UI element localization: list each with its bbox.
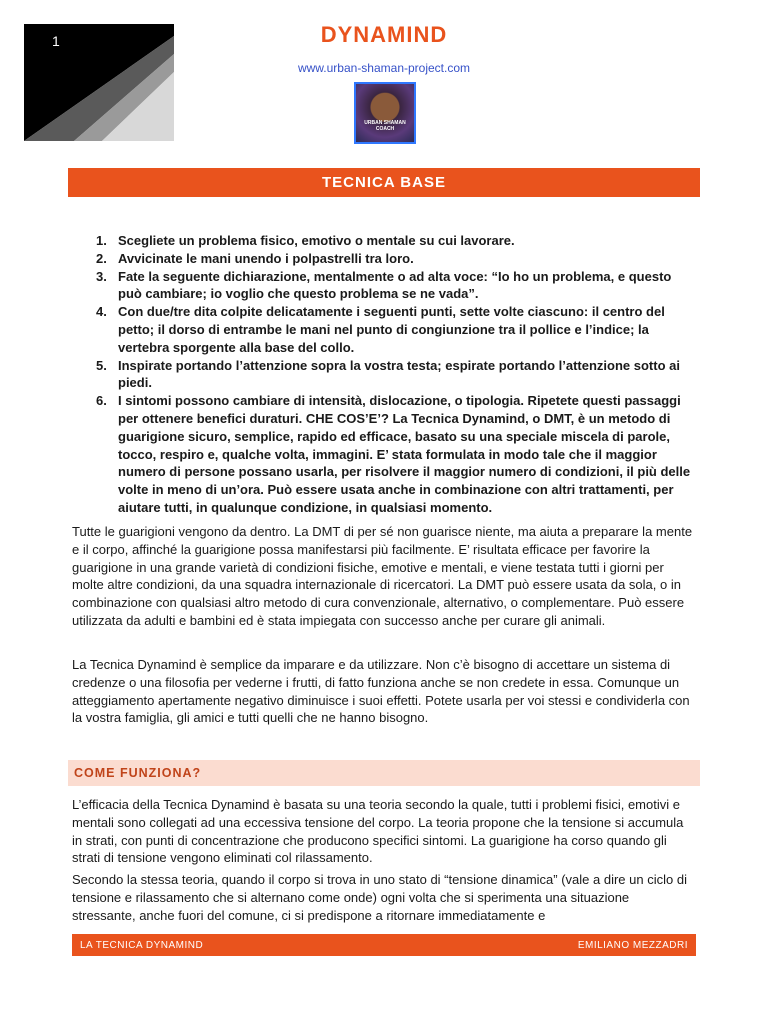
list-item: [74, 232, 694, 250]
step-text: Fate la seguente dichiarazione, mentalmente o ad alta voce: “Io ho un problema, e questo può cambiare; io voglio che questo problema se ne vada”.: [118, 268, 672, 302]
step-text: I sintomi possono cambiare di intensità, dislocazione, o tipologia. Ripetete questi passaggi per ottenere benefici duraturi. CHE COS’E’? La Tecnica Dynamind, o DMT, è un metodo di guarigione sicuro, semplice, rapido ed efficace, basato su una speciale miscela di parole, tocco, respiro e, qualche volta, immagini. E’ stata formulata in modo tale che il maggior numero di persone possano usarla, per risolvere il maggior numero di condizioni, il più delle volte in meno di un’ora. Può essere usata anche in combinazione con altri trattamenti, per aiutare tutti, in qualunque condizione, in qualsiasi momento.: [118, 393, 691, 515]
step-number: 5.: [96, 357, 107, 373]
step-text: Scegliete un problema fisico, emotivo o mentale su cui lavorare.: [118, 233, 515, 248]
step-number: 1.: [96, 233, 107, 248]
footer-bar: [72, 934, 696, 956]
website-link[interactable]: www.urban-shaman-project.com: [297, 61, 471, 75]
page-number: 1: [52, 33, 60, 49]
list-item: [74, 303, 694, 356]
list-item: [74, 357, 694, 393]
body-paragraph: Secondo la stessa teoria, quando il corpo si trova in uno stato di “tensione dinamica” (vale a dire un ciclo di tensione e rilassamento che si alternano come onde) ogni volta che si sperimenta una situazione stressante, anche fuori del comune, ci si predispone a ritornare immediatamente e: [72, 872, 687, 923]
body-paragraph: L’efficacia della Tecnica Dynamind è basata su una teoria secondo la quale, tutti i problemi fisici, emotivi e mentali sono collegati ad una eccessiva tensione del corpo. La teoria propone che la tensione si accumula in strati, con punti di concentrazione che producono specifici sintomi. La guarigione ha corso quando gli strati di tensione vengono eliminati col rilassamento.: [72, 797, 684, 866]
footer-title: LA TECNICA DYNAMIND: [80, 939, 204, 951]
body-paragraph: Tutte le guarigioni vengono da dentro. La DMT di per sé non guarisce niente, ma aiuta a preparare la mente e il corpo, affinché la guarigione possa manifestarsi più facilmente. E’ risultata efficace per favorire la guarigione in una grande varietà di condizioni fisiche, emotive e mentali, e viene testata tutti i giorni per molte altre condizioni, da una squadra internazionale di ricercatori. La DMT può essere usata da sola, o in combinazione con qualsiasi altro metodo di cura convenzionale, alternativo, o complementare. Può essere utilizzata da adulti e bambini ed è stata impiegata con successo anche per curare gli animali.: [72, 524, 693, 628]
logo-text: URBAN SHAMAN COACH: [364, 120, 406, 132]
subsection-title: COME FUNZIONA?: [68, 760, 700, 786]
step-number: 6.: [96, 393, 107, 409]
logo: [354, 82, 416, 144]
list-item: [74, 268, 694, 304]
list-item: [74, 250, 694, 268]
step-text: Avvicinate le mani unendo i polpastrelli tra loro.: [118, 250, 414, 266]
body-paragraph: La Tecnica Dynamind è semplice da imparare e da utilizzare. Non c’è bisogno di accettare un sistema di credenze o una filosofia per vederne i frutti, di fatto funziona anche se non credete in essa. Comunque un atteggiamento apertamente negativo diminuisce i suoi effetti. Potete usarla per voi stessi e condividerla con la vostra famiglia, gli amici e tutti quelli che ne hanno bisogno.: [72, 657, 690, 726]
footer-author: EMILIANO MEZZADRI: [577, 939, 688, 951]
step-text: Inspirate portando l’attenzione sopra la vostra testa; espirate portando l’attenzione sotto ai piedi.: [118, 357, 680, 391]
step-number: 4.: [96, 304, 107, 320]
section-title: TECNICA BASE: [68, 168, 700, 197]
brand-title: DYNAMIND: [320, 22, 448, 47]
step-number: 3.: [96, 268, 107, 284]
list-item: [74, 392, 694, 517]
steps-list: [74, 232, 694, 517]
step-text: Con due/tre dita colpite delicatamente i seguenti punti, sette volte ciascuno: il centro del petto; il dorso di entrambe le mani nel punto di congiunzione tra il pollice e l’indice; la vertebra sporgente alla base del collo.: [118, 304, 665, 355]
step-number: 2.: [96, 250, 107, 266]
